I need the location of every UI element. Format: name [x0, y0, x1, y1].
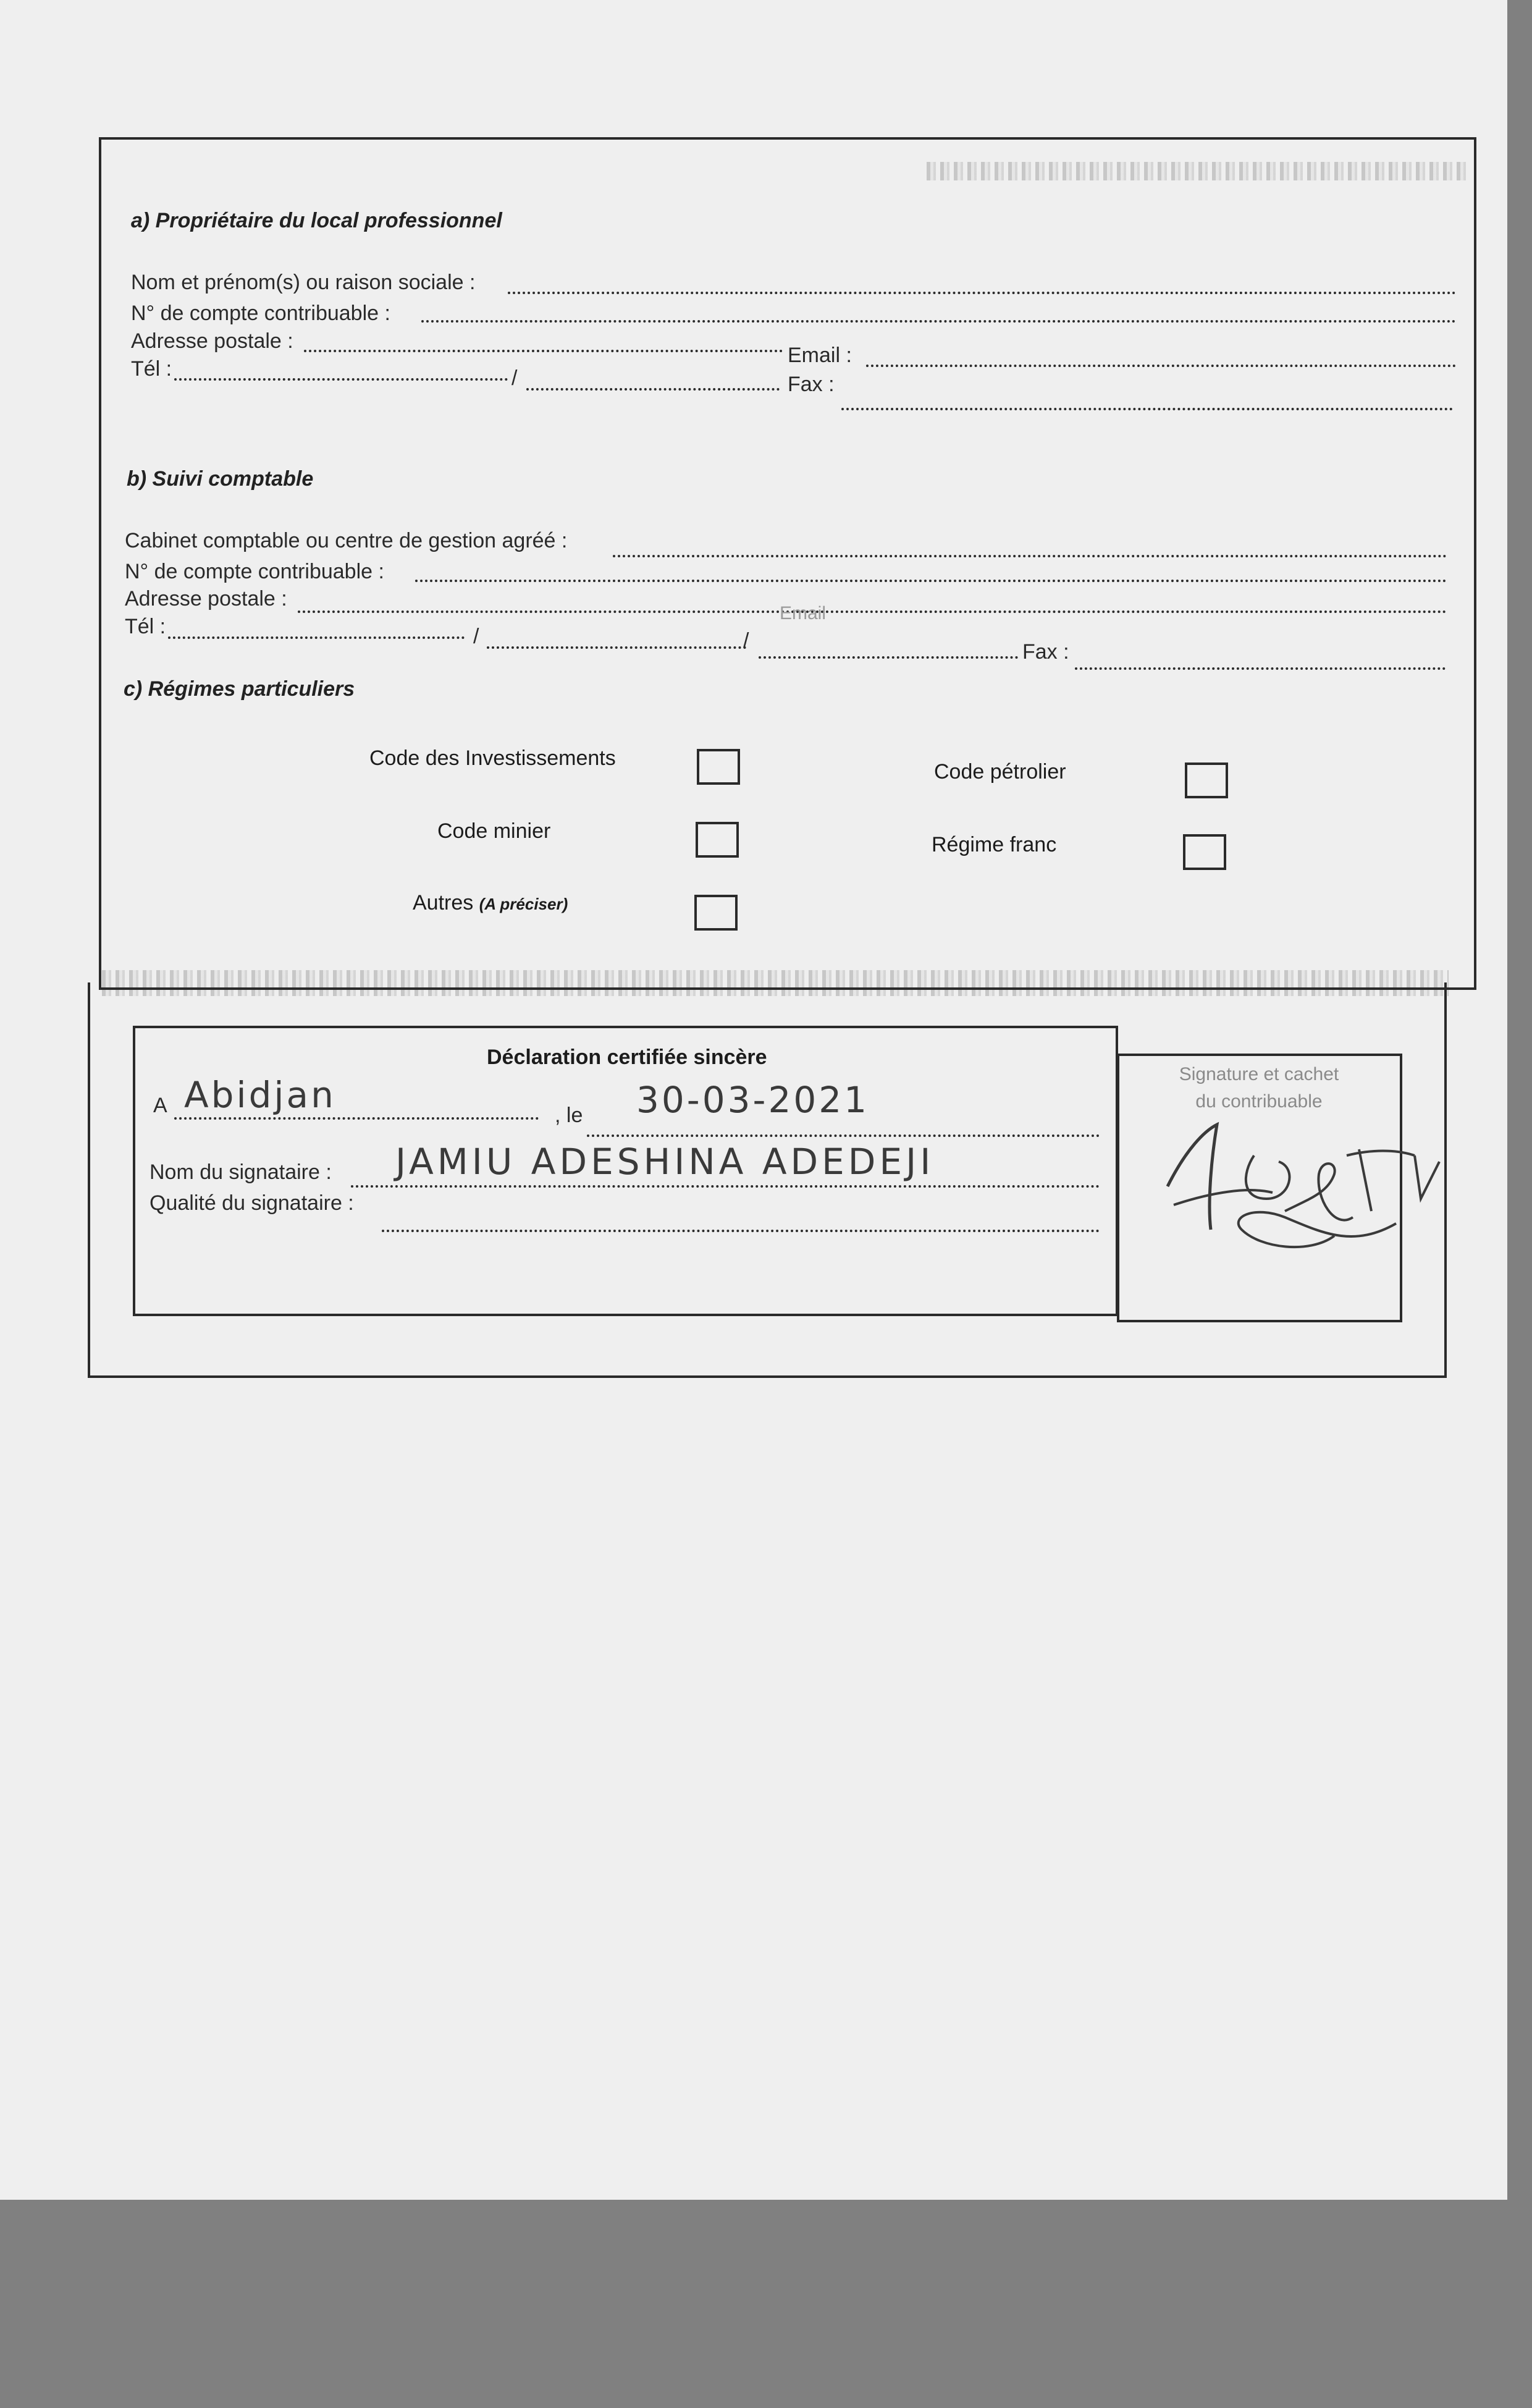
option-autres-label — [413, 891, 568, 915]
owner-address-label: Adresse postale : — [131, 329, 293, 353]
owner-email-label: Email : — [788, 344, 852, 367]
accountant-address-field[interactable] — [298, 610, 1447, 613]
place-field[interactable] — [174, 1117, 539, 1120]
owner-tel-slash: / — [511, 366, 518, 390]
option-code-petrolier-checkbox[interactable] — [1185, 763, 1228, 798]
owner-tel-field-2[interactable] — [526, 388, 780, 391]
owner-tel-label: Tél : — [131, 357, 172, 381]
section-a-title: a) Propriétaire du local professionnel — [131, 209, 502, 232]
option-code-minier-label: Code minier — [437, 819, 551, 843]
date-field[interactable] — [587, 1134, 1100, 1137]
accountant-tel-field-3[interactable] — [759, 656, 1018, 659]
option-code-petrolier-label: Code pétrolier — [934, 760, 1066, 784]
accountant-name-field[interactable] — [613, 555, 1447, 557]
owner-address-field[interactable] — [304, 350, 783, 352]
option-regime-franc-label: Régime franc — [932, 833, 1057, 856]
signature-caption-line-2: du contribuable — [1195, 1091, 1323, 1112]
declaration-title: Déclaration certifiée sincère — [487, 1046, 767, 1069]
accountant-name-label: Cabinet comptable ou centre de gestion agréé : — [125, 529, 568, 552]
accountant-address-label: Adresse postale : — [125, 587, 287, 610]
option-regime-franc-checkbox[interactable] — [1183, 834, 1226, 870]
signatory-name-field[interactable] — [351, 1185, 1100, 1188]
date-label: , le — [555, 1104, 583, 1127]
accountant-tel-field-2[interactable] — [487, 646, 746, 649]
accountant-fax-field[interactable] — [1075, 667, 1446, 670]
signatory-name-label: Nom du signataire : — [149, 1160, 332, 1184]
signatory-name-value: JAMIU ADESHINA ADEDEJI — [395, 1141, 935, 1183]
owner-email-field[interactable] — [866, 365, 1456, 367]
option-code-minier-checkbox[interactable] — [696, 822, 739, 858]
date-value: 30-03-2021 — [636, 1079, 870, 1121]
option-autres-text: Autres — [413, 891, 474, 915]
owner-account-field[interactable] — [421, 320, 1456, 323]
place-label: A — [153, 1094, 167, 1117]
accountant-tel-slash-2: / — [743, 629, 749, 653]
owner-name-field[interactable] — [508, 292, 1456, 294]
option-code-investissements-checkbox[interactable] — [697, 749, 740, 785]
owner-tel-field-1[interactable] — [174, 378, 508, 381]
section-c-title: c) Régimes particuliers — [124, 677, 355, 701]
signatory-role-field[interactable] — [382, 1230, 1100, 1232]
signatory-role-label: Qualité du signataire : — [149, 1191, 354, 1215]
owner-fax-label: Fax : — [788, 373, 835, 396]
place-value: Abidjan — [184, 1074, 336, 1116]
accountant-account-field[interactable] — [415, 580, 1447, 582]
accountant-fax-label: Fax : — [1022, 640, 1069, 664]
handwritten-signature-icon — [1149, 1112, 1470, 1273]
accountant-tel-slash-1: / — [473, 625, 479, 648]
accountant-tel-field-1[interactable] — [168, 636, 465, 639]
owner-fax-field[interactable] — [841, 408, 1453, 410]
option-code-investissements-label: Code des Investissements — [369, 746, 616, 770]
signature-caption-line-1: Signature et cachet — [1179, 1064, 1339, 1084]
accountant-account-label: N° de compte contribuable : — [125, 560, 384, 583]
section-b-title: b) Suivi comptable — [127, 467, 314, 491]
owner-account-label: N° de compte contribuable : — [131, 302, 390, 325]
owner-name-label: Nom et prénom(s) ou raison sociale : — [131, 271, 476, 294]
option-autres-checkbox[interactable] — [694, 895, 738, 931]
accountant-tel-label: Tél : — [125, 615, 166, 638]
option-autres-note: (A préciser) — [479, 895, 568, 913]
accountant-email-label: Email — [780, 603, 827, 623]
